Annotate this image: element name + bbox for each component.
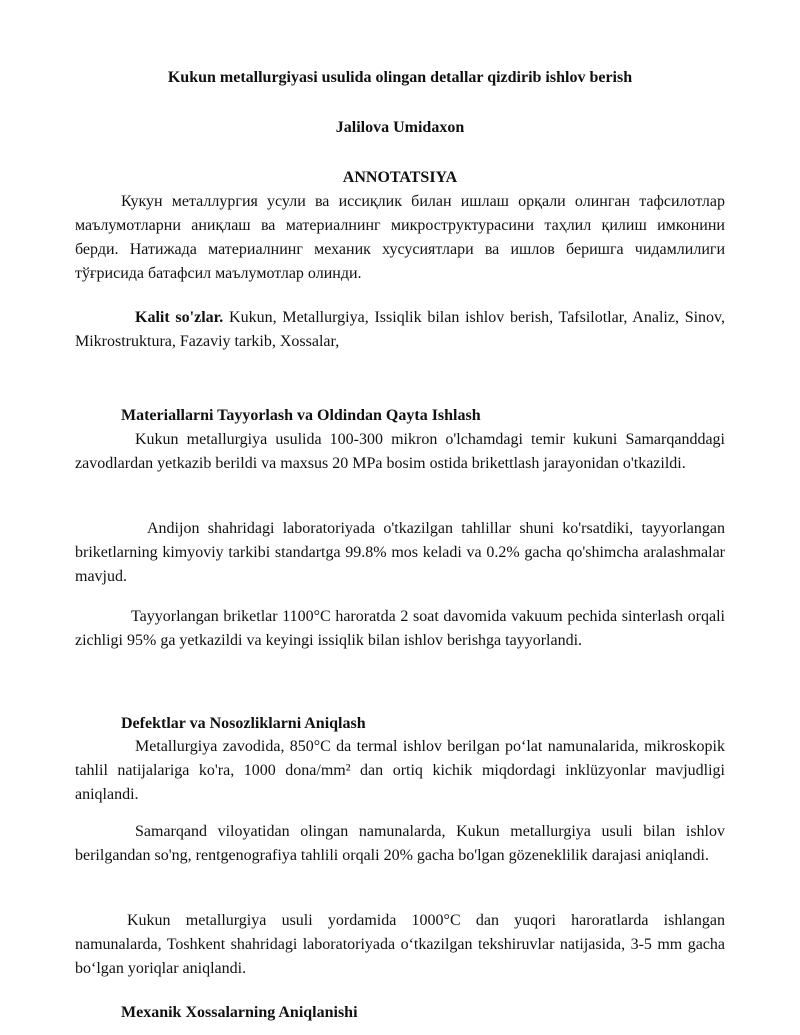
paragraph: Metallurgiya zavodida, 850°C da termal ishlov berilgan po‘lat namunalarida, mikroskopik tahlil natijalariga ko'ra, 1000 dona/mm² dan ortiq kichik miqdordagi inklüzyonlar mavjudligi aniqlandi.	[75, 738, 725, 803]
keywords-label: Kalit so'zlar.	[135, 309, 224, 326]
author-name: Jalilova Umidaxon	[335, 119, 465, 136]
section-heading-mechanical: Mexanik Xossalarning Aniqlanishi	[121, 1004, 358, 1021]
keywords-paragraph	[75, 306, 725, 354]
annotation-heading: ANNOTATSIYA	[342, 169, 458, 186]
paragraph: Kukun metallurgiya usulida 100-300 mikron o'lchamdagi temir kukuni Samarqanddagi zavodlardan yetkazib berildi va maxsus 20 MPa bosim ostida brikettlash jarayonidan o'tkazildi.	[75, 431, 725, 472]
section-heading-defects: Defektlar va Nosozliklarni Aniqlash	[121, 715, 366, 732]
paragraph: Andijon shahridagi laboratoriyada o'tkazilgan tahlillar shuni ko'rsatdiki, tayyorlangan briketlarning kimyoviy tarkibi standartga 99.8% mos keladi va 0.2% gacha qo'shimcha aralashmalar mavjud.	[75, 520, 725, 585]
keywords-list: Kukun, Metallurgiya, Issiqlik bilan ishlov berish, Tafsilotlar, Analiz, Sinov, Mikrostruktura, Fazaviy tarkib, Xossalar,	[75, 309, 725, 350]
annotation-paragraph: Кукун металлургия усули ва иссиқлик билан ишлаш орқали олинган тафсилотлар маълумотларни аниқлаш ва материалнинг микроструктурасини таҳлил қилиш имконини берди. Натижада материалнинг механик хусусиятлари ва ишлов беришга чидамлилиги тўғрисида батафсил маълумотлар олинди.	[75, 193, 725, 282]
paragraph: Kukun metallurgiya usuli yordamida 1000°C dan yuqori haroratlarda ishlangan namunalarda, Toshkent shahridagi laboratoriyada o‘tkazilgan tekshiruvlar natijasida, 3-5 mm gacha bo‘lgan yoriqlar aniqlandi.	[75, 912, 725, 977]
paragraph: Samarqand viloyatidan olingan namunalarda, Kukun metallurgiya usuli bilan ishlov berilgandan so'ng, rentgenografiya tahlili orqali 20% gacha bo'lgan gözeneklilik darajasi aniqlandi.	[75, 823, 725, 864]
paragraph: Tayyorlangan briketlar 1100°C haroratda 2 soat davomida vakuum pechida sinterlash orqali zichligi 95% ga yetkazildi va keyingi issiqlik bilan ishlov berishga tayyorlandi.	[75, 608, 725, 649]
document-title: Kukun metallurgiyasi usulida olingan detallar qizdirib ishlov berish	[167, 69, 633, 86]
section-heading-materials: Materiallarni Tayyorlash va Oldindan Qayta Ishlash	[121, 407, 481, 424]
